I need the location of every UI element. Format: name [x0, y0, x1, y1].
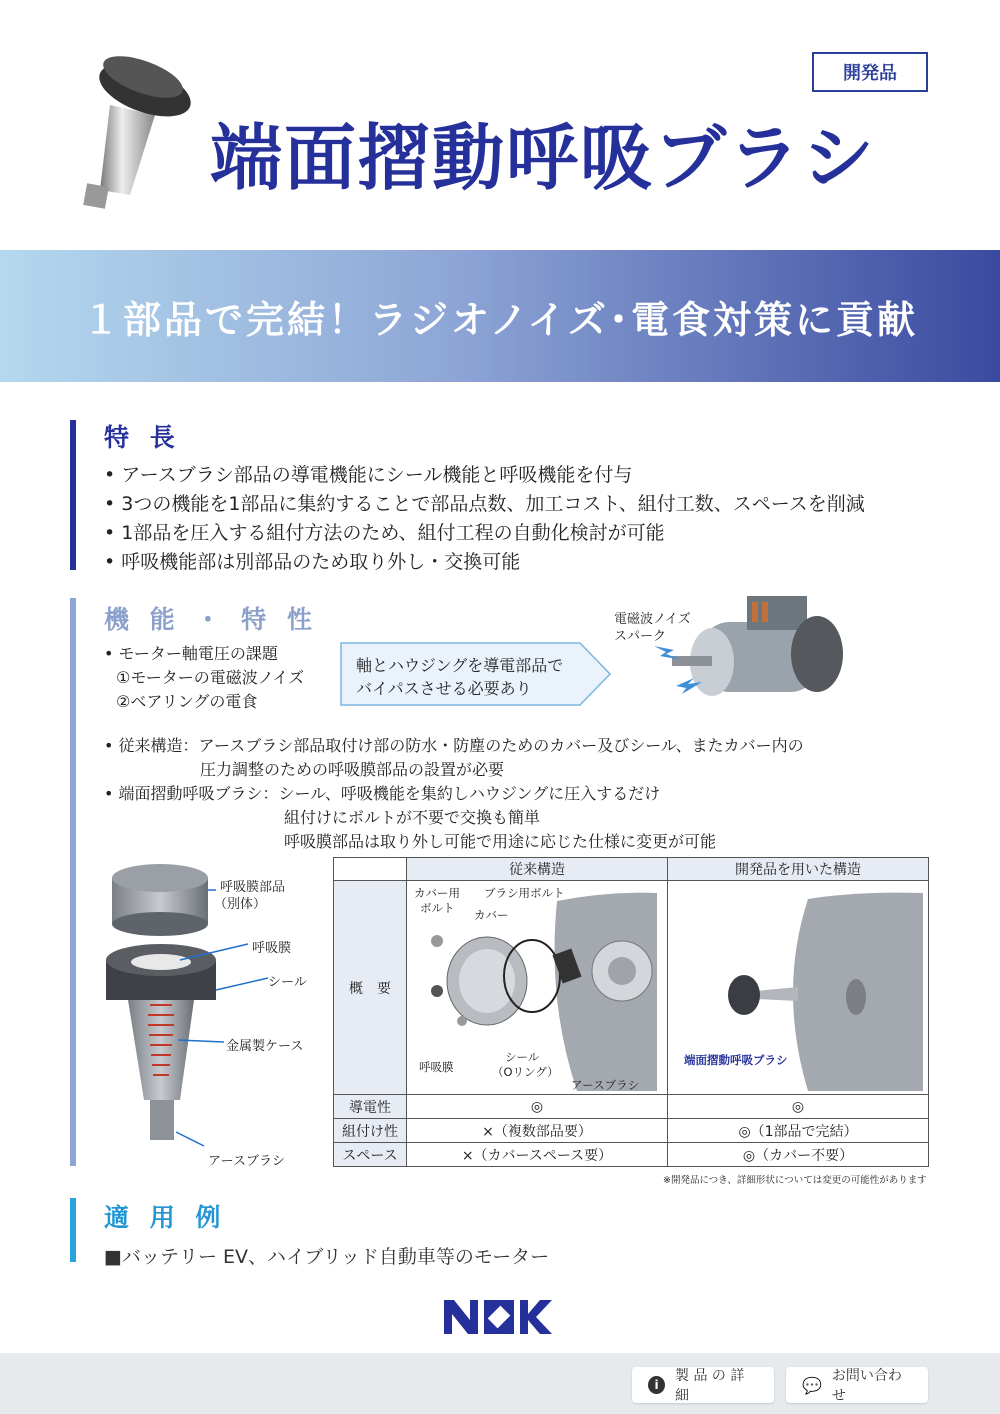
motor-image [652, 582, 852, 712]
page-title: 端面摺動呼吸ブラシ [210, 116, 877, 200]
table-corner [334, 858, 407, 881]
table-cell: ×（カバースペース要） [407, 1143, 668, 1167]
callout-label: カバー用 [414, 886, 460, 900]
arrow-text: 軸とハウジングを導電部品で [356, 656, 564, 675]
function-heading: 機 能 ・ 特 性 [104, 605, 318, 634]
spark-label: スパーク [614, 629, 667, 644]
part-label: 呼吸膜 [252, 941, 292, 956]
callout-label: アースブラシ [571, 1078, 640, 1092]
callout-label: ボルト [420, 901, 455, 915]
table-cell: ×（複数部品要） [407, 1119, 668, 1143]
issue-title: • モーター軸電圧の課題 [104, 644, 278, 663]
conventional-text: • 従来構造：アースブラシ部品取付け部の防水・防塵のためのカバー及びシール、またカバー内の [104, 736, 804, 755]
conventional-text: 圧力調整のための呼吸膜部品の設置が必要 [200, 760, 505, 779]
new-product-label: 端面摺動呼吸ブラシ [684, 1053, 788, 1067]
application-item: ■バッテリー EV、ハイブリッド自動車等のモーター [104, 1246, 550, 1268]
row-label: 導電性 [334, 1095, 407, 1119]
product-detail-button[interactable] [632, 1367, 774, 1403]
noise-label: 電磁波ノイズ [614, 612, 691, 627]
contact-label: お問い合わせ [831, 1368, 902, 1404]
callout-label: カバー [474, 908, 509, 922]
callout-label: （Oリング） [492, 1065, 559, 1079]
feature-item: • 3つの機能を1部品に集約することで部品点数、加工コスト、組付工数、スペースを削減 [104, 493, 865, 515]
new-structure-text: • 端面摺動呼吸ブラシ：シール、呼吸機能を集約しハウジングに圧入するだけ [104, 784, 661, 803]
table-cell: ◎（1部品で完結） [668, 1119, 929, 1143]
feature-item: • 呼吸機能部は別部品のため取り外し・交換可能 [104, 551, 521, 573]
table-note: ※開発品につき、詳細形状については変更の可能性があります [663, 1175, 927, 1186]
part-label: 呼吸膜部品 [220, 880, 286, 895]
headline-banner [0, 250, 1000, 382]
new-structure-text: 呼吸膜部品は取り外し可能で用途に応じた仕様に変更が可能 [284, 832, 717, 851]
part-label: 金属製ケース [226, 1039, 304, 1054]
table-cell: ◎（カバー不要） [668, 1143, 929, 1167]
section-bar-application [70, 1198, 76, 1262]
features-heading: 特 長 [104, 423, 181, 452]
section-bar-features [70, 420, 76, 570]
part-label: （別体） [214, 897, 267, 912]
chat-bubble-icon: 💬 [802, 1375, 822, 1395]
product-detail-label: 製 品 の 詳 細 [675, 1368, 745, 1404]
table-header: 従来構造 [407, 858, 668, 881]
banner-text: １部品で完結！ラジオノイズ･電食対策に貢献 [82, 297, 918, 342]
row-label: 組付け性 [334, 1119, 407, 1143]
row-label: 概 要 [334, 881, 407, 1095]
application-heading: 適 用 例 [104, 1203, 227, 1232]
contact-button[interactable] [786, 1367, 928, 1403]
section-bar-function [70, 598, 76, 1166]
status-badge: 開発品 [812, 52, 928, 92]
arrow-text: バイパスさせる必要あり [356, 679, 532, 698]
table-header: 開発品を用いた構造 [668, 858, 929, 881]
leader-lines [98, 860, 328, 1160]
callout-label: 呼吸膜 [419, 1060, 454, 1074]
table-cell: ◎ [407, 1095, 668, 1119]
company-logo [444, 1300, 554, 1334]
product-image [70, 45, 200, 220]
new-structure-text: 組付けにボルトが不要で交換も簡単 [284, 808, 541, 827]
callout-label: ブラシ用ボルト [484, 886, 565, 900]
issue-item: ①モーターの電磁波ノイズ [116, 668, 305, 687]
part-label: アースブラシ [208, 1154, 285, 1169]
info-icon: i [648, 1376, 665, 1394]
issue-item: ②ベアリングの電食 [116, 692, 258, 711]
row-label: スペース [334, 1143, 407, 1167]
callout-label: シール [505, 1050, 540, 1064]
feature-item: • 1部品を圧入する組付方法のため、組付工程の自動化検討が可能 [104, 522, 665, 544]
part-label: シール [268, 975, 307, 990]
feature-item: • アースブラシ部品の導電機能にシール機能と呼吸機能を付与 [104, 464, 633, 486]
table-cell: ◎ [668, 1095, 929, 1119]
